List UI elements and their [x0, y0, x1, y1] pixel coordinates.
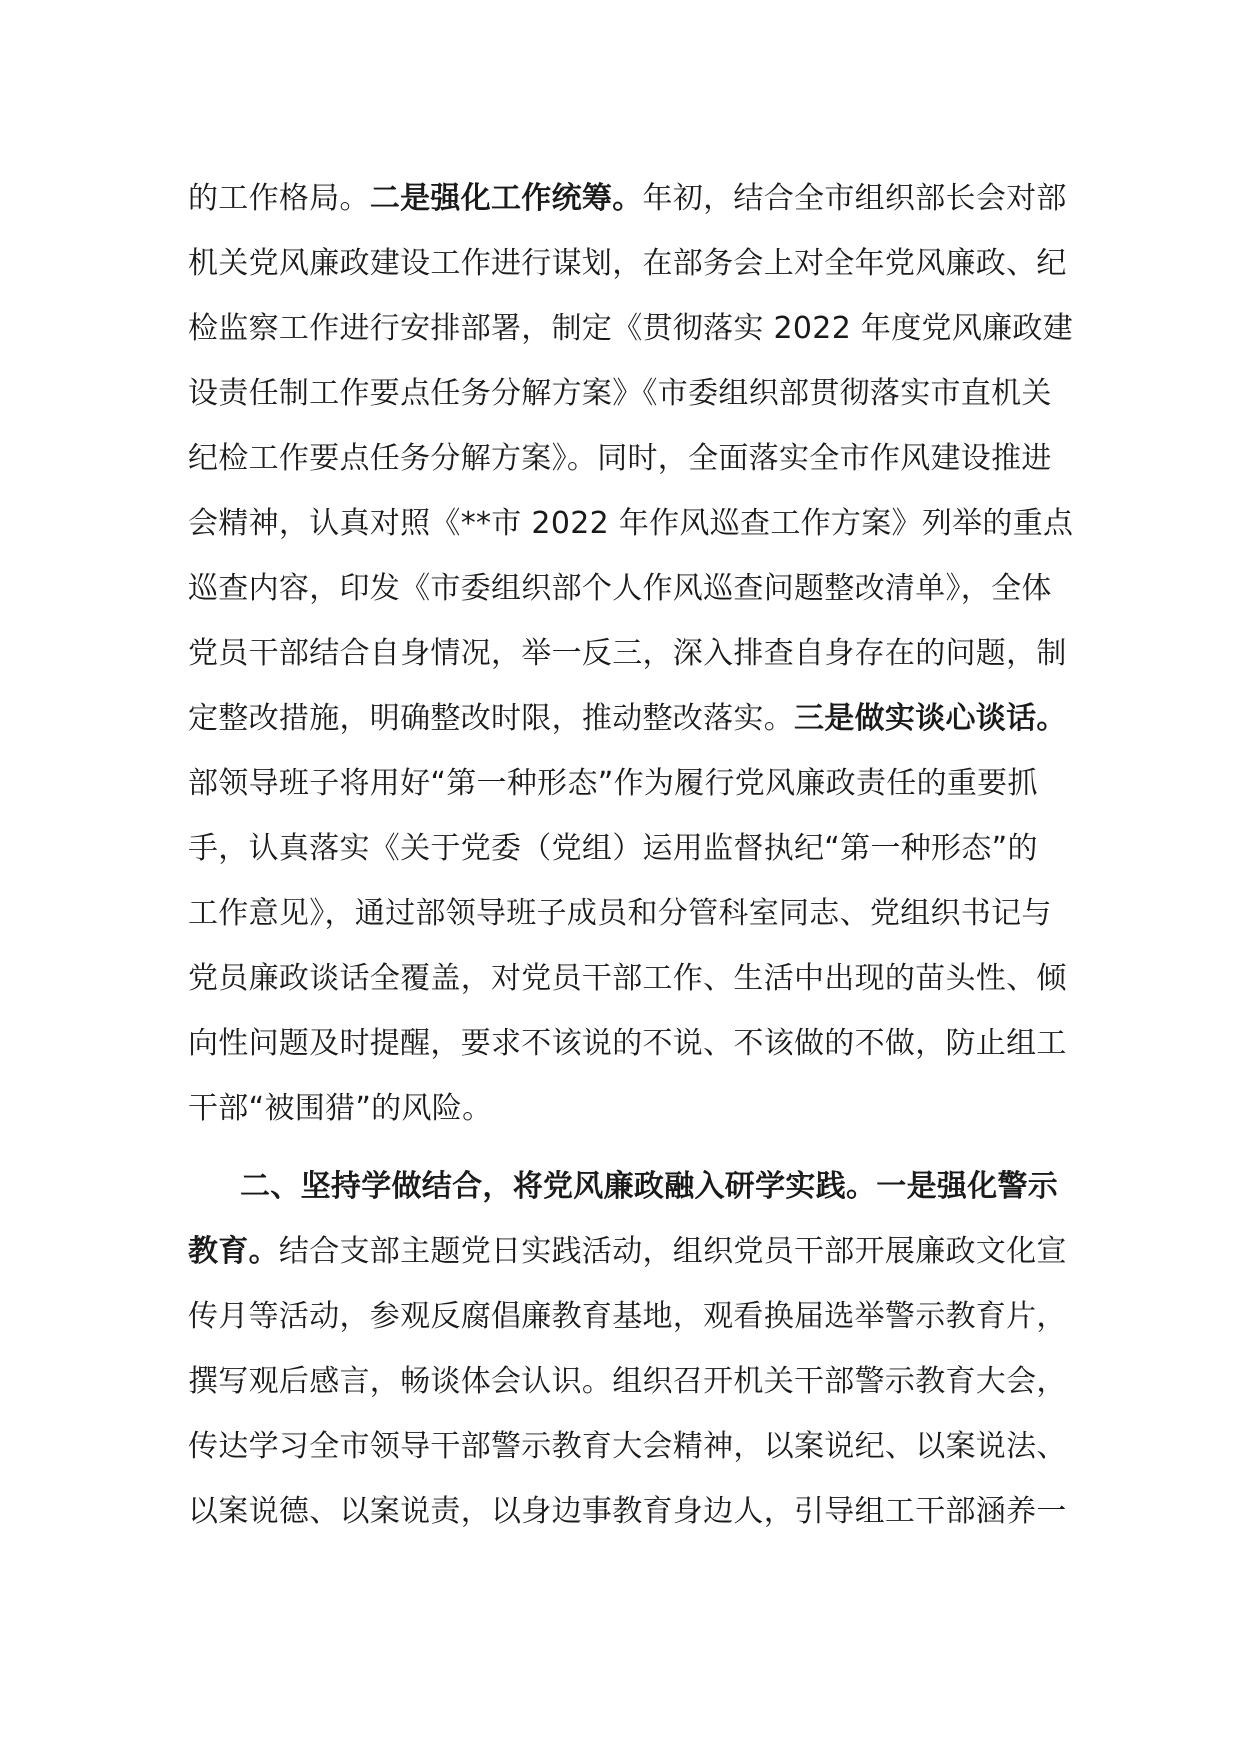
text-run: 结合支部主题党日实践活动，组织党员干部开展廉政文化宣: [278, 1234, 1067, 1269]
document-body: [188, 166, 1074, 1544]
bold-heading: 三是做实谈心谈话。: [794, 701, 1067, 736]
text-run: 设责任制工作要点任务分解方案》《市委组织部贯彻落实市直机关: [188, 376, 1052, 411]
text-line: [188, 361, 1056, 426]
text-line: [188, 296, 1074, 361]
text-line: [188, 1349, 1067, 1414]
text-run: 定整改措施，明确整改时限，推动整改落实。: [188, 701, 794, 736]
text-line: [188, 946, 1067, 1011]
text-run: 机关党风廉政建设工作进行谋划，在部务会上对全年党风廉政、纪: [188, 246, 1067, 281]
text-line: [188, 426, 1056, 491]
text-line: [188, 881, 1056, 946]
text-line: [188, 1011, 1067, 1076]
text-line: [188, 556, 1056, 621]
text-line: [188, 231, 1067, 296]
text-line: [188, 491, 1074, 556]
text-run: 巡查内容，印发《市委组织部个人作风巡查问题整改清单》，全体: [188, 571, 1052, 606]
bold-heading: 二是强化工作统筹。: [369, 181, 643, 216]
text-run: 手，认真落实《关于党委（党组）运用监督执纪“第一种形态”的: [188, 831, 1038, 866]
text-line: [188, 1284, 1067, 1349]
text-run: 以案说德、以案说责，以身边事教育身边人，引导组工干部涵养一: [188, 1494, 1067, 1529]
text-run: 传月等活动，参观反腐倡廉教育基地，观看换届选举警示教育片，: [188, 1299, 1067, 1334]
text-line: [188, 1479, 1067, 1544]
text-run: 部领导班子将用好“第一种形态”作为履行党风廉政责任的重要抓: [188, 766, 1038, 801]
text-line: [188, 686, 1067, 751]
bold-heading: 二、坚持学做结合，将党风廉政融入研学实践。一是强化警示: [240, 1169, 1059, 1204]
text-run: 党员干部结合自身情况，举一反三，深入排查自身存在的问题，制: [188, 636, 1067, 671]
text-run: 工作意见》，通过部领导班子成员和分管科室同志、党组织书记与: [188, 896, 1052, 931]
text-line: [188, 816, 1056, 881]
text-run: 纪检工作要点任务分解方案》。同时，全面落实全市作风建设推进: [188, 441, 1052, 476]
text-run: 向性问题及时提醒，要求不该说的不说、不该做的不做，防止组工: [188, 1026, 1067, 1061]
text-run: 年初，结合全市组织部长会对部: [642, 181, 1067, 216]
text-line: [188, 1154, 1059, 1219]
paragraph-spacing: [188, 1141, 1056, 1154]
text-run: 党员廉政谈话全覆盖，对党员干部工作、生活中出现的苗头性、倾: [188, 961, 1067, 996]
bold-heading: 教育。: [188, 1234, 279, 1269]
text-line: [188, 1219, 1067, 1284]
text-run: 撰写观后感言，畅谈体会认识。组织召开机关干部警示教育大会，: [188, 1364, 1067, 1399]
text-line: [188, 621, 1067, 686]
text-line: [188, 1414, 1067, 1479]
text-line: [188, 166, 1067, 231]
text-line: [188, 751, 1056, 816]
text-run: 的工作格局。: [188, 181, 370, 216]
text-run: 会精神，认真对照《**市 2022 年作风巡查工作方案》列举的重点: [188, 506, 1074, 541]
text-line: [188, 1076, 1056, 1141]
text-run: 传达学习全市领导干部警示教育大会精神，以案说纪、以案说法、: [188, 1429, 1067, 1464]
text-run: 干部“被围猎”的风险。: [188, 1091, 493, 1126]
text-run: 检监察工作进行安排部署，制定《贯彻落实 2022 年度党风廉政建: [188, 311, 1074, 346]
